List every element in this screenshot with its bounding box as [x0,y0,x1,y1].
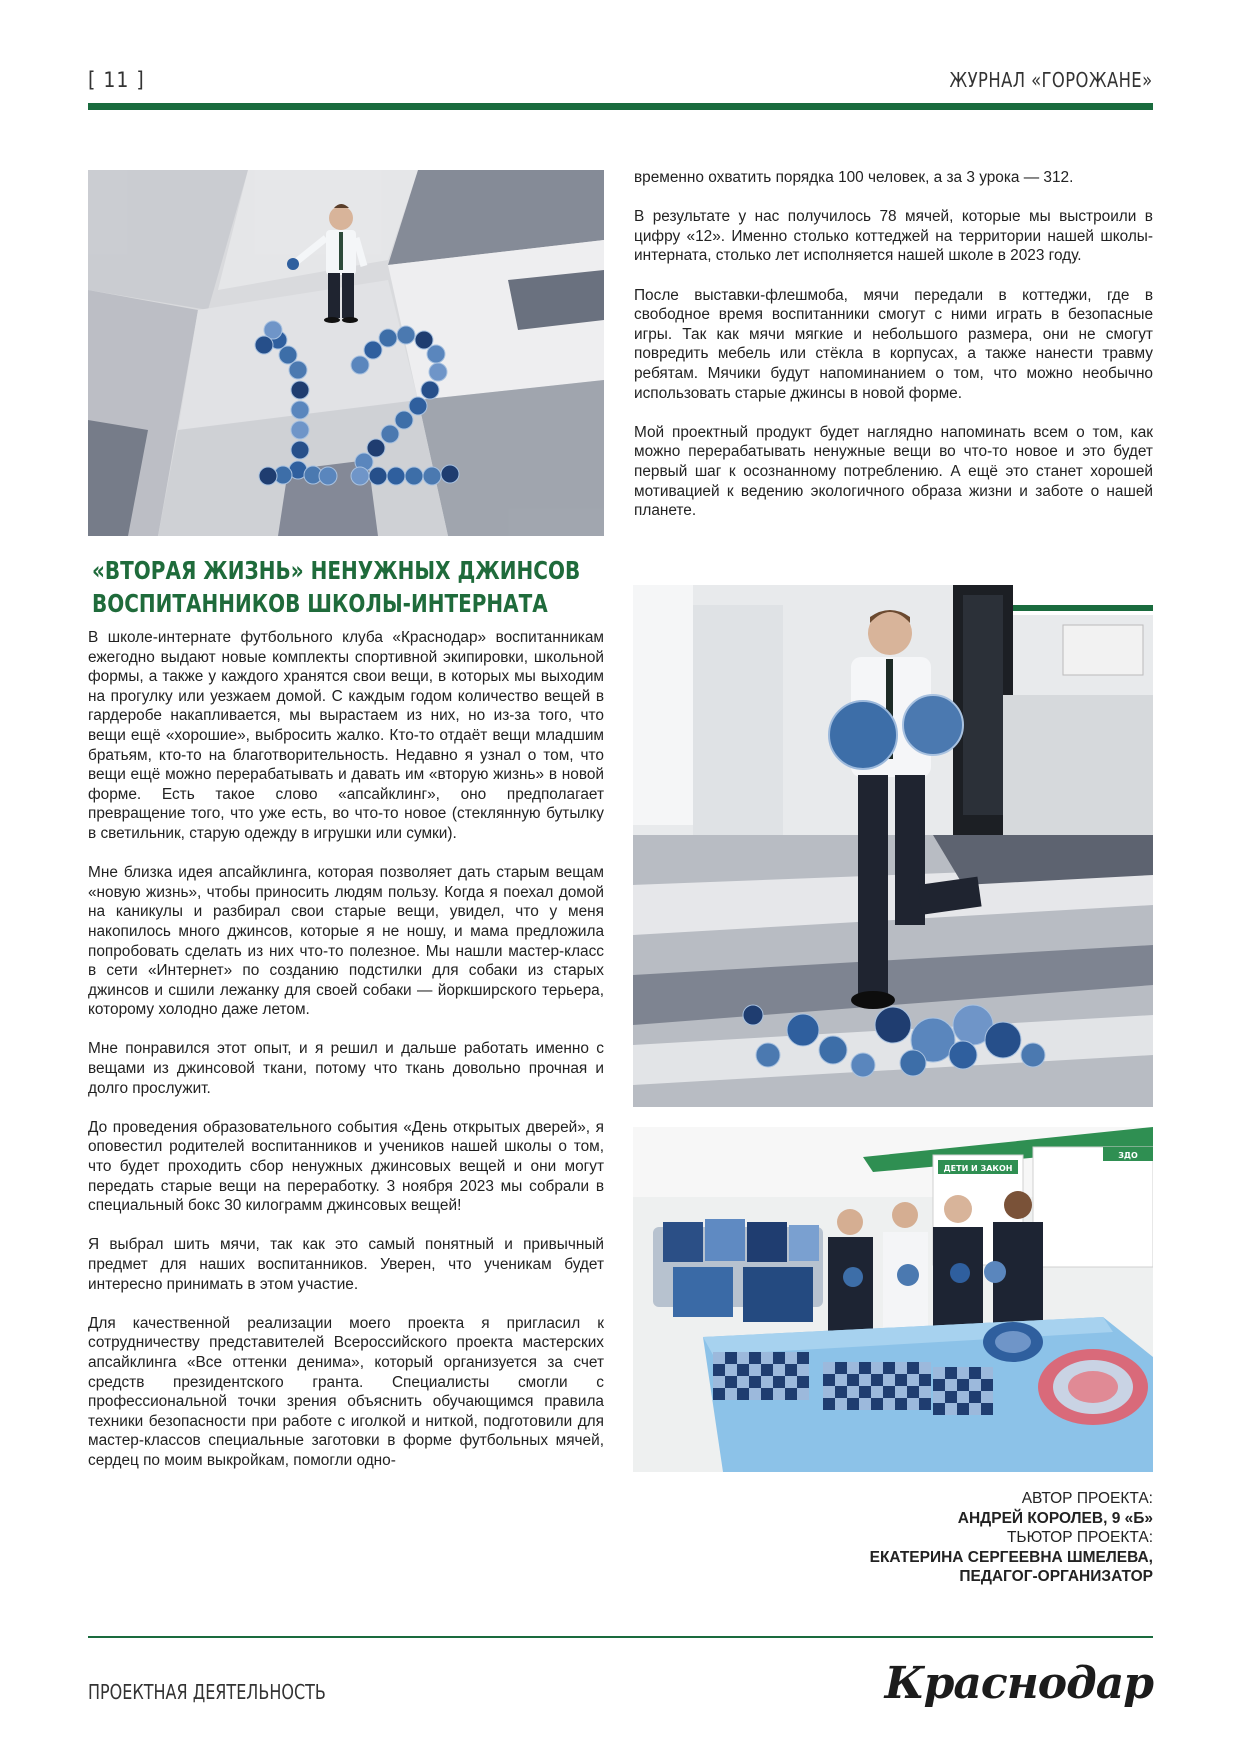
denim-ball [851,1053,875,1077]
sign-right-label: ЗДО [1118,1151,1138,1160]
project-credits [753,1489,1153,1587]
right-column [634,168,1153,540]
denim-ball [291,401,309,419]
denim-ball [421,381,439,399]
denim-ball [787,1014,819,1046]
denim-ball [379,329,397,347]
tutor-role: ПЕДАГОГ-ОРГАНИЗАТОР [959,1568,1153,1585]
author-label: АВТОР ПРОЕКТА: [1021,1490,1153,1507]
paragraph: Мне понравился этот опыт, и я решил и дальше работать именно с вещами из джинсовой ткани, потому что ткань довольно прочная и долго прослужит. [88,1040,604,1097]
paragraph: Мой проектный продукт будет наглядно напоминать всем о том, как можно перерабатывать ненужные вещи во что-то новое и это будет первый шаг к осознанному потреблению. А ещё это станет хорошей мотивацией к ведению экологичного образа жизни и заботе о нашей планете. [634,423,1153,520]
photo-boy-with-balls-image [633,585,1153,1107]
denim-ball [291,381,309,399]
paragraph: временно охватить порядка 100 человек, а за 3 урока — 312. [634,169,1074,186]
tutor-name: ЕКАТЕРИНА СЕРГЕЕВНА ШМЕЛЕВА, [869,1548,1153,1566]
photo-number-twelve [88,170,604,536]
denim-ball [291,421,309,439]
denim-ball [415,331,433,349]
paragraph: В школе-интернате футбольного клуба «Краснодар» воспитанникам ежегодно выдают новые комплекты спортивной экипировки, школьной формы, а также у каждого хранятся свои вещи, в которых мы выходим на прогулку или уезжаем домой. С каждым годом количество вещей в гардеробе накапливается, мы вырастаем из них, но из-за того, что вещи ещё «хорошие», выбросить жалко. Кто-то отдаёт вещи младшим братьям, кто-то на благотворительность. Недавно я узнал о том, что вещи ещё можно перерабатывать и давать им «вторую жизнь» в новой форме. Есть такое слово «апсайклинг», оно предполагает превращение того, что уже есть, во что-то новое (стеклянную бутылку в светильник, старую одежду в игрушки или сумки). [88,629,604,842]
denim-ball [819,1036,847,1064]
denim-ball [427,345,445,363]
denim-ball [985,1022,1021,1058]
denim-ball [756,1043,780,1067]
photo-exhibition-table [633,1127,1153,1472]
denim-ball [369,467,387,485]
photo-number-twelve-image [88,170,604,536]
denim-ball [429,363,447,381]
paragraph: После выставки-флешмоба, мячи передали в коттеджи, где в свободное время воспитанники смогут с ними играть в безопасные игры. Так как мячи мягкие и небольшого размера, они не смогут повредить мебель или стёкла в корпусах, а также нанести травму ребятам. Мячики будут напоминанием о том, что можно необычно использовать старые джинсы в новой форме. [634,286,1153,402]
denim-ball [441,465,459,483]
article-headline [92,554,581,620]
denim-ball [259,467,277,485]
photo-boy-with-balls [633,585,1153,1107]
header-rule [88,103,1153,110]
denim-ball [351,356,369,374]
headline-line-1: «ВТОРАЯ ЖИЗНЬ» НЕНУЖНЫХ ДЖИНСОВ [92,556,581,585]
denim-ball [255,336,273,354]
denim-ball [351,467,369,485]
denim-ball [364,341,382,359]
denim-ball [875,1007,911,1043]
footer-rule [88,1636,1153,1638]
paragraph: До проведения образовательного события «День открытых дверей», я оповестил родителей воспитанников и учеников нашей школы о том, что будет проходить сбор ненужных джинсовых вещей и они могут передать старые вещи на переработку. 3 ноября 2023 мы собрали в специальный бокс 30 килограмм джинсовых вещей! [88,1118,604,1215]
denim-ball [381,425,399,443]
denim-ball [900,1050,926,1076]
paragraph: Мне близка идея апсайклинга, которая позволяет дать старым вещам «новую жизнь», чтобы приносить людям пользу. Когда я поехал домой на каникулы и разбирал свои старые вещи, увидел, что у меня накопилось много джинсов, которые я не ношу, и мама предложила попробовать сделать из них что-то полезное. Мы нашли мастер-класс в сети «Интернет» по созданию подстилки для собаки из старых джинсов и сшили лежанку для своей собаки — йоркширского терьера, которому холодно даже летом. [88,864,604,1019]
left-column [88,628,604,1490]
footer-section-title: ПРОЕКТНАЯ ДЕЯТЕЛЬНОСТЬ [88,1680,326,1704]
krasnodar-logo: Краснодар [884,1658,1153,1709]
author-name: АНДРЕЙ КОРОЛЕВ, 9 «Б» [957,1509,1153,1527]
headline-line-2: ВОСПИТАННИКОВ ШКОЛЫ-ИНТЕРНАТА [92,589,548,618]
denim-ball [423,467,441,485]
denim-ball [291,441,309,459]
denim-ball [289,361,307,379]
paragraph: Я выбрал шить мячи, так как это самый понятный и привычный предмет для наших воспитанников. Уверен, что ученикам будет интересно принимать в этом участие. [88,1236,604,1293]
denim-ball [367,439,385,457]
denim-ball [405,467,423,485]
sign-left-label: ДЕТИ И ЗАКОН [943,1164,1013,1173]
denim-ball [1021,1043,1045,1067]
denim-ball [743,1005,763,1025]
denim-ball [395,411,413,429]
journal-title: ЖУРНАЛ «ГОРОЖАНЕ» [950,68,1153,92]
denim-ball [397,326,415,344]
paragraph: В результате у нас получилось 78 мячей, которые мы выстроили в цифру «12». Именно столько коттеджей на территории нашей школы-интерната, столько лет исполняется нашей школе в 2023 году. [634,208,1153,265]
tutor-label: ТЬЮТОР ПРОЕКТА: [1006,1529,1153,1546]
page-number: [ 11 ] [88,68,145,92]
denim-ball [949,1041,977,1069]
photo-exhibition-table-image [633,1127,1153,1472]
denim-ball [409,397,427,415]
denim-ball [387,467,405,485]
paragraph: Для качественной реализации моего проекта я пригласил к сотрудничеству представителей Всероссийского проекта мастерских апсайклинга «Все оттенки денима», который организуется за счет средств президентского гранта. Специалисты смогли с профессиональной точки зрения объяснить обучающимся правила техники безопасности при работе с иголкой и ниткой, подготовили для мастер-классов специальные заготовки в форме футбольных мячей, сердец по моим выкройкам, помогли одно- [88,1314,604,1469]
denim-ball [319,467,337,485]
